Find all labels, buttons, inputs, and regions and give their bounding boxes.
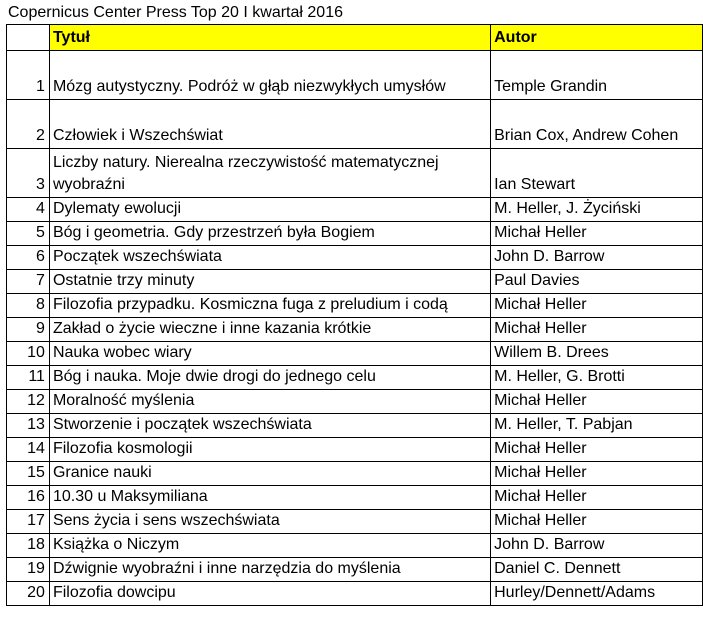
table-row	[7, 342, 703, 366]
title-cell: Filozofia kosmologii	[49, 438, 490, 462]
header-number-cell	[7, 25, 50, 51]
table-row	[7, 198, 703, 222]
table-row	[7, 534, 703, 558]
rank-cell: 2	[7, 100, 50, 149]
rank-cell: 16	[7, 486, 50, 510]
title-cell: Zakład o życie wieczne i inne kazania krótkie	[49, 318, 490, 342]
header-author-cell: Autor	[491, 25, 703, 51]
author-cell: Michał Heller	[491, 318, 703, 342]
title-cell: Dźwignie wyobraźni i inne narzędzia do myślenia	[49, 558, 490, 582]
rank-cell: 5	[7, 222, 50, 246]
bestseller-table	[6, 24, 703, 606]
header-title-cell: Tytuł	[49, 25, 490, 51]
table-row	[7, 318, 703, 342]
author-cell: Michał Heller	[491, 222, 703, 246]
title-cell: Sens życia i sens wszechświata	[49, 510, 490, 534]
title-cell: Człowiek i Wszechświat	[49, 100, 490, 149]
table-body	[7, 25, 703, 606]
author-cell: Ian Stewart	[491, 149, 703, 198]
rank-cell: 17	[7, 510, 50, 534]
table-row	[7, 582, 703, 606]
author-cell: Michał Heller	[491, 438, 703, 462]
author-cell: M. Heller, G. Brotti	[491, 366, 703, 390]
title-cell: Stworzenie i początek wszechświata	[49, 414, 490, 438]
rank-cell: 6	[7, 246, 50, 270]
table-row	[7, 270, 703, 294]
rank-cell: 20	[7, 582, 50, 606]
title-cell: 10.30 u Maksymiliana	[49, 486, 490, 510]
author-cell: Willem B. Drees	[491, 342, 703, 366]
author-cell: John D. Barrow	[491, 534, 703, 558]
header-row	[7, 25, 703, 51]
title-cell: Książka o Niczym	[49, 534, 490, 558]
table-row	[7, 100, 703, 149]
title-cell: Bóg i geometria. Gdy przestrzeń była Bogiem	[49, 222, 490, 246]
rank-cell: 8	[7, 294, 50, 318]
table-row	[7, 438, 703, 462]
author-cell: Temple Grandin	[491, 51, 703, 100]
table-row	[7, 149, 703, 198]
rank-cell: 15	[7, 462, 50, 486]
author-cell: John D. Barrow	[491, 246, 703, 270]
title-cell: Nauka wobec wiary	[49, 342, 490, 366]
table-row	[7, 414, 703, 438]
title-cell: Moralność myślenia	[49, 390, 490, 414]
author-cell: Michał Heller	[491, 462, 703, 486]
author-cell: Michał Heller	[491, 390, 703, 414]
table-row	[7, 222, 703, 246]
title-cell	[49, 149, 490, 198]
title-cell: Filozofia przypadku. Kosmiczna fuga z preludium i codą	[49, 294, 490, 318]
title-cell: Ostatnie trzy minuty	[49, 270, 490, 294]
table-row	[7, 246, 703, 270]
rank-cell: 19	[7, 558, 50, 582]
author-cell: Michał Heller	[491, 486, 703, 510]
rank-cell: 18	[7, 534, 50, 558]
table-row	[7, 462, 703, 486]
rank-cell: 7	[7, 270, 50, 294]
author-cell: Michał Heller	[491, 510, 703, 534]
table-row	[7, 390, 703, 414]
table-row	[7, 51, 703, 100]
table-row	[7, 558, 703, 582]
title-cell: Filozofia dowcipu	[49, 582, 490, 606]
rank-cell: 11	[7, 366, 50, 390]
author-cell: Daniel C. Dennett	[491, 558, 703, 582]
author-cell: M. Heller, J. Życiński	[491, 198, 703, 222]
rank-cell: 13	[7, 414, 50, 438]
rank-cell: 14	[7, 438, 50, 462]
author-cell: M. Heller, T. Pabjan	[491, 414, 703, 438]
title-cell: Mózg autystyczny. Podróż w głąb niezwykłych umysłów	[49, 51, 490, 100]
rank-cell: 1	[7, 51, 50, 100]
rank-cell: 12	[7, 390, 50, 414]
author-cell: Hurley/Dennett/Adams	[491, 582, 703, 606]
author-text: Brian Cox, Andrew Cohen	[494, 127, 679, 144]
title-text: Liczby natury. Nierealna rzeczywistość matematycznej wyobraźni	[52, 154, 439, 193]
rank-cell: 4	[7, 198, 50, 222]
title-cell: Dylematy ewolucji	[49, 198, 490, 222]
rank-cell: 3	[7, 149, 50, 198]
rank-cell: 9	[7, 318, 50, 342]
title-cell: Początek wszechświata	[49, 246, 490, 270]
author-cell: Paul Davies	[491, 270, 703, 294]
table-row	[7, 366, 703, 390]
table-row	[7, 486, 703, 510]
title-cell: Granice nauki	[49, 462, 490, 486]
table-row	[7, 294, 703, 318]
sheet-title: Copernicus Center Press Top 20 I kwartał 2016	[8, 4, 343, 21]
rank-cell: 10	[7, 342, 50, 366]
table-row	[7, 510, 703, 534]
title-cell: Bóg i nauka. Moje dwie drogi do jednego celu	[49, 366, 490, 390]
author-cell	[491, 100, 703, 149]
author-cell: Michał Heller	[491, 294, 703, 318]
